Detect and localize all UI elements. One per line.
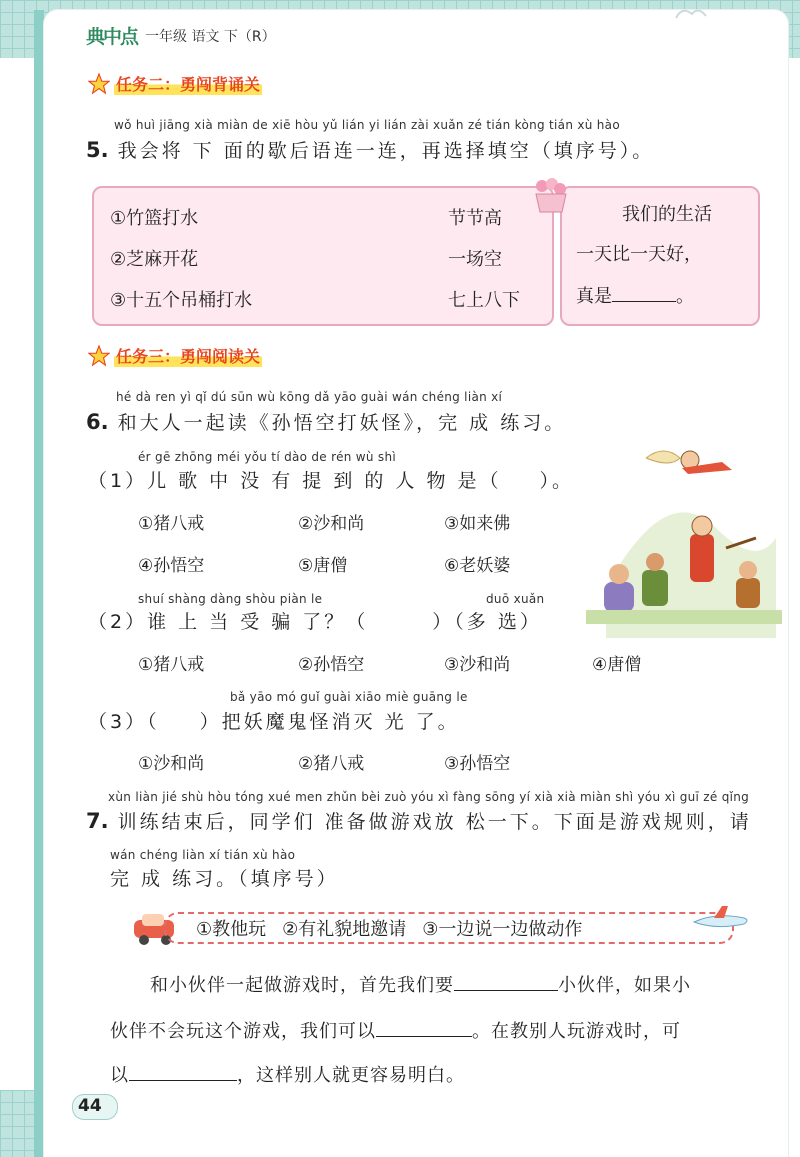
- q7-number: 7.: [86, 809, 109, 833]
- q7-option-3[interactable]: ③一边说一边做动作: [422, 919, 583, 940]
- q7-option-1[interactable]: ①教他玩: [196, 919, 267, 940]
- q7-text-1: 训练结束后，同学们 准备做游戏放 松一下。下面是游戏规则，请: [117, 811, 752, 833]
- q5-text: 我会将 下 面的歇后语连一连，再选择填空（填序号）。: [117, 140, 655, 162]
- q6-1-end: ）。: [539, 470, 575, 492]
- q6-3-end: ）把妖魔鬼怪消灭 光 了。: [199, 711, 460, 733]
- q5-pinyin: wǒ huì jiāng xià miàn de xiē hòu yǔ lián yi lián zài xuǎn zé tián kòng tián xù hào: [114, 118, 620, 132]
- task3-title: 任务三：勇闯阅读关: [114, 344, 262, 367]
- flower-pot-icon: [528, 176, 572, 216]
- q5-left-item-2[interactable]: ②芝麻开花: [110, 249, 199, 270]
- q6-2-option-1[interactable]: ①猪八戒: [138, 655, 205, 675]
- brand-logo: 典中点: [86, 26, 138, 48]
- q6-1-pinyin: ér gē zhōng méi yǒu tí dào de rén wù shì: [138, 450, 397, 464]
- q7-para-3a: 以: [110, 1065, 129, 1086]
- q6-3-label: （3）（: [88, 711, 160, 733]
- q5-right-item-1[interactable]: 节节高: [448, 208, 502, 229]
- q5-fill-line-3: [576, 282, 694, 308]
- star-icon: [88, 345, 110, 367]
- q7-blank-3[interactable]: [129, 1062, 237, 1081]
- q7-para-1b: 小伙伴，如果小: [558, 975, 691, 996]
- q5-fill-prefix: 真是: [576, 286, 612, 307]
- q5-right-item-3[interactable]: 七上八下: [448, 290, 520, 311]
- q7-paragraph-line-2: [110, 1017, 681, 1043]
- q7-para-2b: 。在教别人玩游戏时，可: [472, 1021, 681, 1042]
- q6-3-option-3[interactable]: ③孙悟空: [444, 754, 511, 774]
- q5-fill-line-1: 我们的生活: [622, 204, 712, 225]
- page-header: [86, 22, 276, 49]
- q7-option-2[interactable]: ②有礼貌地邀请: [282, 919, 407, 940]
- q7-blank-1[interactable]: [454, 972, 558, 991]
- q6-number: 6.: [86, 410, 109, 434]
- q6-1-option-6[interactable]: ⑥老妖婆: [444, 556, 511, 576]
- q6-2-label: （2）谁 上 当 受 骗 了？（: [88, 611, 369, 633]
- task2-title: 任务二：勇闯背诵关: [114, 72, 262, 95]
- q6-1-question: [88, 466, 574, 493]
- q6-2-pinyin: shuí shàng dàng shòu piàn le: [138, 592, 323, 606]
- q5-fill-line-2: 一天比一天好，: [576, 244, 702, 265]
- q5-blank[interactable]: [612, 283, 676, 302]
- q6-1-option-5[interactable]: ⑤唐僧: [298, 556, 348, 576]
- q6-1-option-2[interactable]: ②沙和尚: [298, 514, 365, 534]
- page-number: 44: [78, 1096, 102, 1116]
- q6-2-option-3[interactable]: ③沙和尚: [444, 655, 511, 675]
- q5-left-item-3[interactable]: ③十五个吊桶打水: [110, 290, 253, 311]
- q6-question: [86, 408, 566, 435]
- q6-2-option-2[interactable]: ②孙悟空: [298, 655, 365, 675]
- task2-heading: [88, 72, 262, 95]
- q6-3-option-2[interactable]: ②猪八戒: [298, 754, 365, 774]
- q6-2-pinyin-2: duō xuǎn: [486, 592, 545, 606]
- q6-1-option-4[interactable]: ④孙悟空: [138, 556, 205, 576]
- q5-question: [86, 136, 654, 163]
- q5-fill-suffix: 。: [676, 286, 694, 307]
- q7-option-strip: [164, 912, 734, 944]
- monkey-king-illustration-icon: [586, 438, 782, 638]
- q5-right-item-2[interactable]: 一场空: [448, 249, 502, 270]
- page-spine: [34, 10, 44, 1157]
- q7-text-2: 完 成 练习。（填序号）: [110, 868, 339, 890]
- q6-3-question: [88, 707, 460, 734]
- q7-para-3b: ，这样别人就更容易明白。: [237, 1065, 465, 1086]
- q7-blank-2[interactable]: [376, 1018, 472, 1037]
- q6-pinyin: hé dà ren yì qǐ dú sūn wù kōng dǎ yāo guài wán chéng liàn xí: [116, 390, 503, 404]
- q6-1-option-3[interactable]: ③如来佛: [444, 514, 511, 534]
- q6-1-label: （1）儿 歌 中 没 有 提 到 的 人 物 是（: [88, 470, 502, 492]
- q7-para-2a: 伙伴不会玩这个游戏，我们可以: [110, 1021, 376, 1042]
- cloud-swirl-icon: [672, 4, 712, 24]
- q7-paragraph-line-3: [110, 1061, 465, 1087]
- q5-left-item-1[interactable]: ①竹篮打水: [110, 208, 199, 229]
- q6-2-question: [88, 607, 542, 634]
- q6-1-option-1[interactable]: ①猪八戒: [138, 514, 205, 534]
- q6-3-pinyin: bǎ yāo mó guǐ guài xiāo miè guāng le: [230, 690, 468, 704]
- q6-2-option-4[interactable]: ④唐僧: [592, 655, 642, 675]
- q7-question-line-1: [86, 807, 752, 834]
- star-icon: [88, 73, 110, 95]
- q7-para-1a: 和小伙伴一起做游戏时，首先我们要: [150, 975, 454, 996]
- q7-paragraph-line-1: [150, 971, 691, 997]
- q5-number: 5.: [86, 138, 109, 162]
- q6-2-end: ）（多 选）: [432, 611, 542, 633]
- task3-heading: [88, 344, 262, 367]
- q6-3-option-1[interactable]: ①沙和尚: [138, 754, 205, 774]
- q7-pinyin-1: xùn liàn jié shù hòu tóng xué men zhǔn bèi zuò yóu xì fàng sōng yí xià xià miàn shì yóu xì guī zé qǐng: [108, 790, 750, 804]
- header-title: 一年级 语文 下（R）: [145, 28, 276, 45]
- q6-text: 和大人一起读《孙悟空打妖怪》，完 成 练习。: [117, 412, 567, 434]
- airplane-icon: [690, 904, 752, 938]
- q7-pinyin-2: wán chéng liàn xí tián xù hào: [110, 848, 296, 862]
